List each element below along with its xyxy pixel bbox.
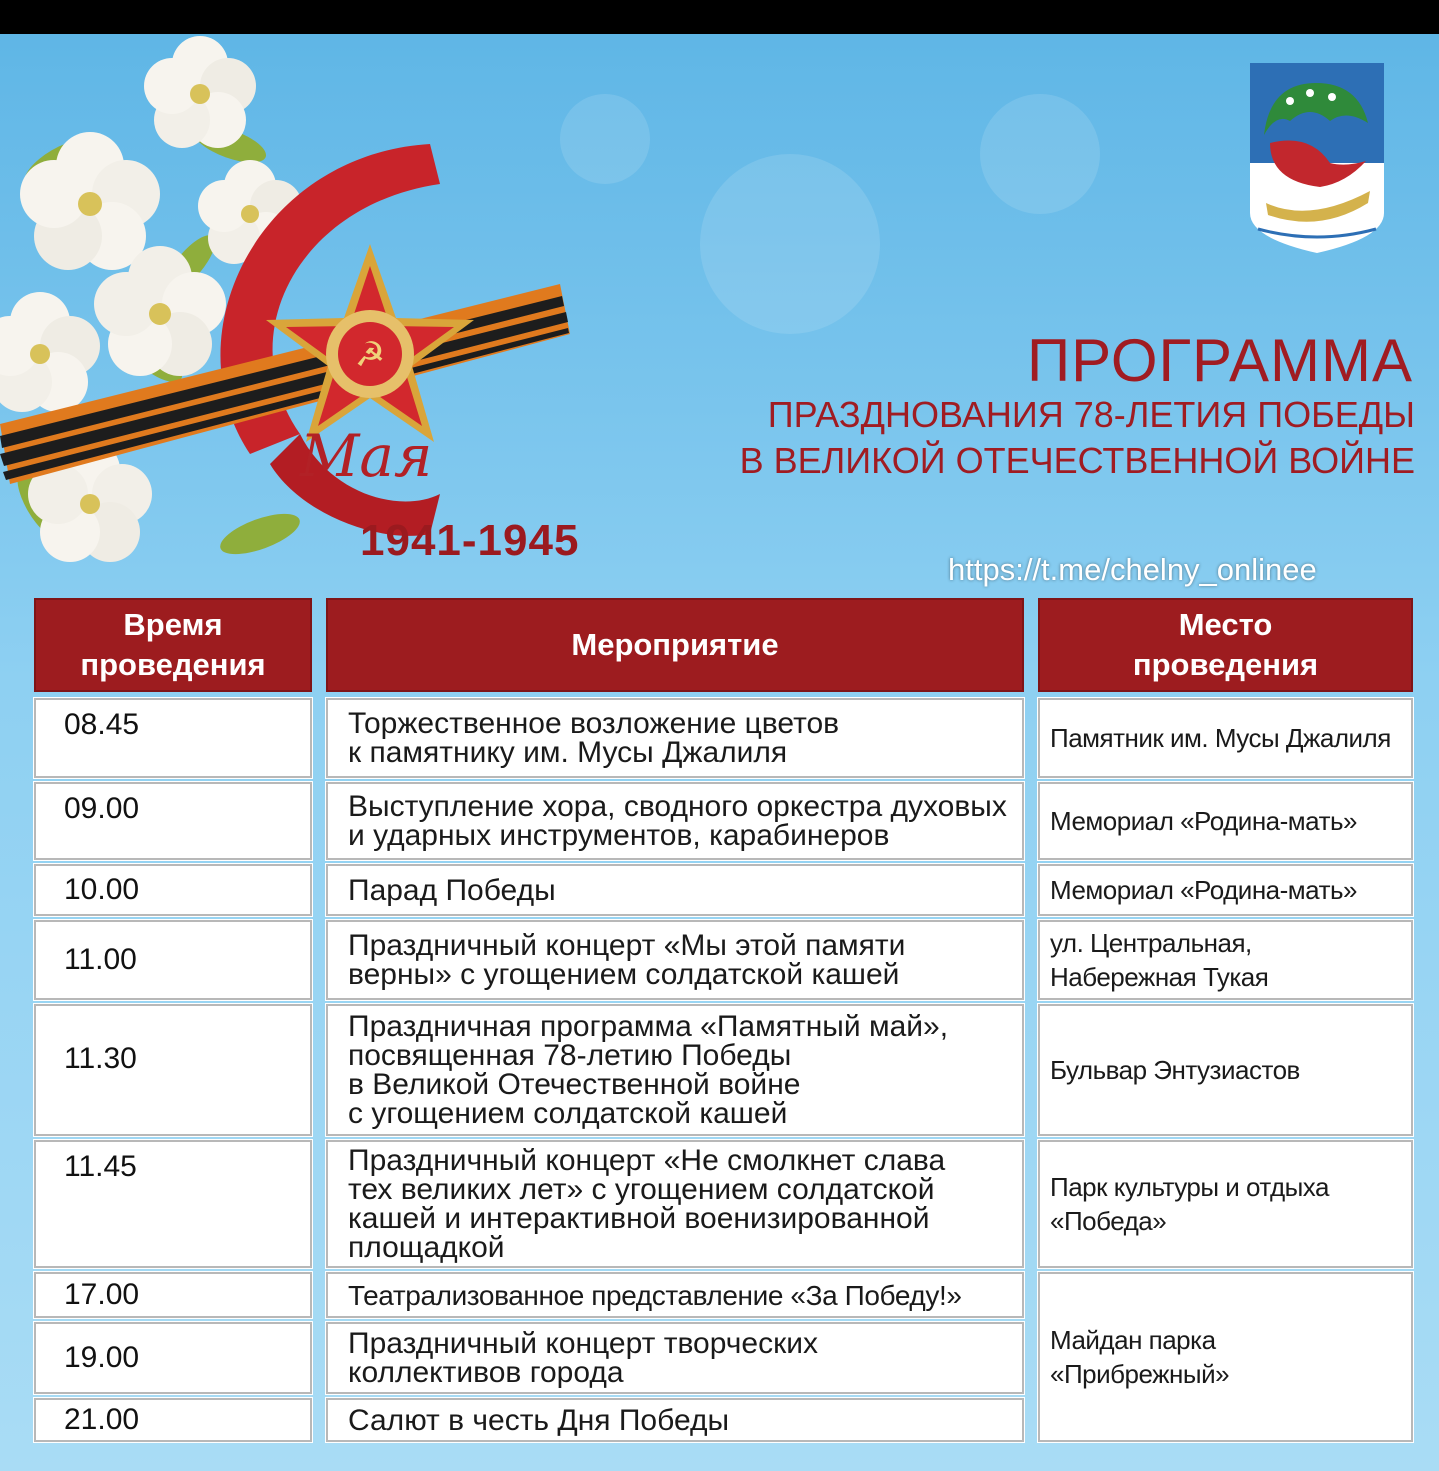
- event-text: Выступление хора, сводного оркестра духовых и ударных инструментов, карабинеров: [348, 790, 1007, 852]
- top-black-bar: [0, 0, 1439, 34]
- header-time: [34, 598, 312, 692]
- place-text: Майдан парка «Прибрежный»: [1050, 1325, 1230, 1389]
- table-row-event: [326, 1398, 1024, 1442]
- place-text: ул. Центральная, Набережная Тукая: [1050, 928, 1269, 992]
- telegram-link[interactable]: https://t.me/chelny_onlinee: [948, 552, 1317, 587]
- table-row-place: [1038, 1272, 1413, 1442]
- table-row-time: 11.30: [34, 1004, 312, 1136]
- table-row-place: [1038, 1004, 1413, 1136]
- table-row-event: [326, 1322, 1024, 1394]
- may-script-text: Мая: [300, 422, 433, 490]
- table-row-event: [326, 782, 1024, 860]
- place-text: Памятник им. Мусы Джалиля: [1050, 723, 1391, 753]
- table-row-place: [1038, 864, 1413, 916]
- page-title: ПРОГРАММА: [1027, 327, 1413, 394]
- place-text: Парк культуры и отдыха «Победа»: [1050, 1172, 1329, 1236]
- event-text: Театрализованное представление «За Победу!»: [348, 1279, 962, 1311]
- table-row-time: 19.00: [34, 1322, 312, 1394]
- header-event-label: Мероприятие: [571, 627, 779, 662]
- years-label: 1941-1945: [360, 516, 580, 565]
- event-text: Праздничная программа «Памятный май», посвященная 78-летию Победы в Великой Отечественной войне с угощением солдатской кашей: [348, 1010, 949, 1130]
- table-row-event: [326, 1140, 1024, 1268]
- svg-text:☭: ☭: [354, 335, 386, 375]
- table-row-time: 17.00: [34, 1272, 312, 1318]
- city-coat-of-arms-icon: [1250, 63, 1384, 253]
- table-row-event: [326, 1272, 1024, 1318]
- table-row-place: [1038, 782, 1413, 860]
- event-text: Праздничный концерт «Не смолкнет слава тех великих лет» с угощением солдатской кашей и интерактивной военизированной площадкой: [348, 1144, 946, 1264]
- table-row-place: [1038, 920, 1413, 1000]
- table-row-time: 10.00: [34, 864, 312, 916]
- table-row-place: [1038, 698, 1413, 778]
- header-place: [1038, 598, 1413, 692]
- event-text: Парад Победы: [348, 873, 556, 907]
- place-text: Бульвар Энтузиастов: [1050, 1055, 1300, 1085]
- event-text: Торжественное возложение цветов к памятнику им. Мусы Джалиля: [348, 707, 840, 769]
- header-place-label: Место проведения: [1132, 607, 1319, 682]
- table-row-time: 09.00: [34, 782, 312, 860]
- event-text: Праздничный концерт «Мы этой памяти верны» с угощением солдатской кашей: [348, 929, 906, 991]
- table-row-event: [326, 920, 1024, 1000]
- table-row-event: [326, 698, 1024, 778]
- table-row-time: 11.45: [34, 1140, 312, 1268]
- place-text: Мемориал «Родина-мать»: [1050, 875, 1357, 905]
- event-text: Праздничный концерт творческих коллективов города: [348, 1327, 818, 1389]
- table-row-place: [1038, 1140, 1413, 1268]
- header-time-label: Время проведения: [80, 607, 266, 682]
- table-row-time: 11.00: [34, 920, 312, 1000]
- table-row-event: [326, 864, 1024, 916]
- table-row-time: 21.00: [34, 1398, 312, 1442]
- place-text: Мемориал «Родина-мать»: [1050, 806, 1357, 836]
- table-row-event: [326, 1004, 1024, 1136]
- header-event: [326, 598, 1024, 692]
- page-subtitle: [740, 392, 1415, 484]
- table-row-time: 08.45: [34, 698, 312, 778]
- event-text: Салют в честь Дня Победы: [348, 1403, 730, 1437]
- subtitle-line-1: ПРАЗДНОВАНИЯ 78-ЛЕТИЯ ПОБЕДЫ: [767, 394, 1415, 435]
- subtitle-line-2: В ВЕЛИКОЙ ОТЕЧЕСТВЕННОЙ ВОЙНЕ: [739, 440, 1415, 481]
